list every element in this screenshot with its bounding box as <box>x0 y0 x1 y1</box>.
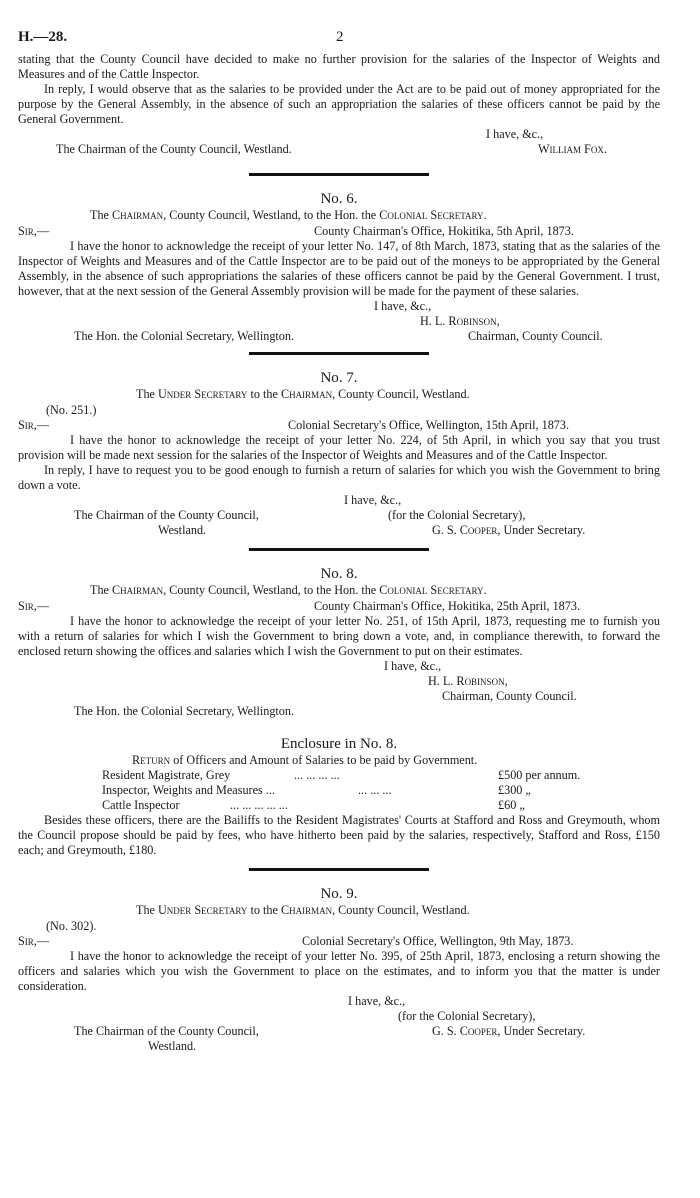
salutation-address-row <box>18 599 660 614</box>
addressee: The Hon. the Colonial Secretary, Wellington. <box>74 704 295 718</box>
closing-text: I have, &c., <box>348 994 406 1008</box>
addressee: The Chairman of the County Council, <box>74 1024 259 1038</box>
table-row: Cattle Inspector ... ... ... ... ... £60 „ <box>102 798 525 812</box>
intro-paragraph-2: In reply, I would observe that as the salaries to be provided under the Act are to be paid out of money appropriated for the purpose by the General Assembly, in the absence of such an appropriation the salaries of these officers cannot be paid by the General Government. <box>18 82 660 126</box>
letter-title: The Under Secretary to the Chairman, County Council, Westland. <box>136 903 470 917</box>
letter-number: No. 7. <box>320 370 358 386</box>
for-line: (for the Colonial Secretary), <box>388 508 526 522</box>
intro-closing-row <box>18 127 660 142</box>
return-title: Return of Officers and Amount of Salaries to be paid by Government. <box>132 753 478 767</box>
salutation: Sir,— <box>18 418 50 432</box>
signature: William Fox. <box>538 142 607 156</box>
for-line: (for the Colonial Secretary), <box>398 1009 536 1023</box>
enclosure-note: Besides these officers, there are the Bailiffs to the Resident Magistrates' Courts at Stafford and Ross and Greymouth, whom the Council propose should be paid by fees, who have hitherto been paid by the salaries, respectively, Stafford and Ross, £150 each; and Greymouth, £180. <box>18 813 660 857</box>
closing-text: I have, &c., <box>344 493 402 507</box>
letter-body-2: In reply, I have to request you to be good enough to furnish a return of salaries for which you wish the Government to bring down a vote. <box>18 463 660 492</box>
addressee: The Chairman of the County Council, Westland. <box>56 142 292 156</box>
letter-number: No. 6. <box>320 191 358 207</box>
signature: G. S. Cooper <box>432 523 498 537</box>
page-header <box>18 30 660 52</box>
addressee: The Chairman of the County Council, <box>74 508 259 522</box>
letter-reference: (No. 251.) <box>46 403 97 417</box>
salutation-address-row <box>18 934 660 949</box>
signature: H. L. Robinson, <box>420 314 500 328</box>
sender-address: Colonial Secretary's Office, Wellington, 15th April, 1873. <box>288 418 570 432</box>
signature-title: , Under Secretary. <box>497 523 586 537</box>
salutation-address-row <box>18 224 660 239</box>
closing-text: I have, &c., <box>374 299 432 313</box>
table-row: Inspector, Weights and Measures ... ... ... ... £300 „ <box>102 783 531 797</box>
letter-body: I have the honor to acknowledge the receipt of your letter No. 395, of 25th April, 1873, enclosing a return showing the officers and salaries which you wish the Government to place on the estimates, and to inform you that the matter is under consideration. <box>18 949 660 993</box>
letter-number: No. 9. <box>320 886 358 902</box>
signature: G. S. Cooper <box>432 1024 498 1038</box>
addressee-location: Westland. <box>158 523 207 537</box>
addressee-location: Westland. <box>148 1039 197 1053</box>
signature-title: Chairman, County Council. <box>468 329 603 343</box>
letter-title: The Chairman, County Council, Westland, to the Hon. the Colonial Secretary. <box>90 583 487 597</box>
document-page <box>18 30 660 1054</box>
letter-number: No. 8. <box>320 566 358 582</box>
letter-title: The Under Secretary to the Chairman, County Council, Westland. <box>136 387 470 401</box>
addressee: The Hon. the Colonial Secretary, Wellington. <box>74 329 295 343</box>
signature-title: Chairman, County Council. <box>442 689 577 703</box>
salutation-address-row <box>18 418 660 433</box>
letter-body: I have the honor to acknowledge the receipt of your letter No. 147, of 8th March, 1873, stating that as the salaries of the Inspector of Weights and Measures and of the Cattle Inspector are to be paid out of the moneys to be appropriated by the General Assembly, in the absence of such appropriations the salaries of these officers cannot be paid by the General Government. I trust, however, that at the next session of the General Assembly provision will be made for the payment of these salaries. <box>18 239 660 298</box>
letter-reference: (No. 302). <box>46 919 97 933</box>
intro-paragraph-1: stating that the County Council have decided to make no further provision for the salaries of the Inspector of Weights and Measures and of the Cattle Inspector. <box>18 52 660 81</box>
closing-text: I have, &c., <box>486 127 544 141</box>
sender-address: County Chairman's Office, Hokitika, 25th April, 1873. <box>314 599 581 613</box>
salutation: Sir,— <box>18 934 50 948</box>
sender-address: County Chairman's Office, Hokitika, 5th April, 1873. <box>314 224 574 238</box>
letter-body: I have the honor to acknowledge the receipt of your letter No. 251, of 15th April, 1873, requesting me to furnish you with a return of salaries for which I wish the Government to bring down a vote, and, in compliance therewith, to forward the enclosed return showing the offices and salaries which I wish the Government to put on their estimates. <box>18 614 660 658</box>
letter-body: I have the honor to acknowledge the receipt of your letter No. 224, of 5th April, in which you say that you trust provision will be made next session for the salaries of the Inspector of Weights and Measures and of the Cattle Inspector. <box>18 433 660 462</box>
table-row: Resident Magistrate, Grey ... ... ... ... £500 per annum. <box>102 768 581 782</box>
sender-address: Colonial Secretary's Office, Wellington, 9th May, 1873. <box>302 934 574 948</box>
document-reference: H.—28. <box>18 29 68 45</box>
salary-return-table <box>18 768 660 813</box>
signature: H. L. Robinson, <box>428 674 508 688</box>
letter-title: The Chairman, County Council, Westland, to the Hon. the Colonial Secretary. <box>90 208 487 222</box>
intro-addressee-row <box>18 142 660 157</box>
page-number: 2 <box>336 29 344 45</box>
salutation: Sir,— <box>18 224 50 238</box>
enclosure-heading: Enclosure in No. 8. <box>280 736 398 752</box>
signature-title: , Under Secretary. <box>497 1024 586 1038</box>
closing-text: I have, &c., <box>384 659 442 673</box>
salutation: Sir,— <box>18 599 50 613</box>
